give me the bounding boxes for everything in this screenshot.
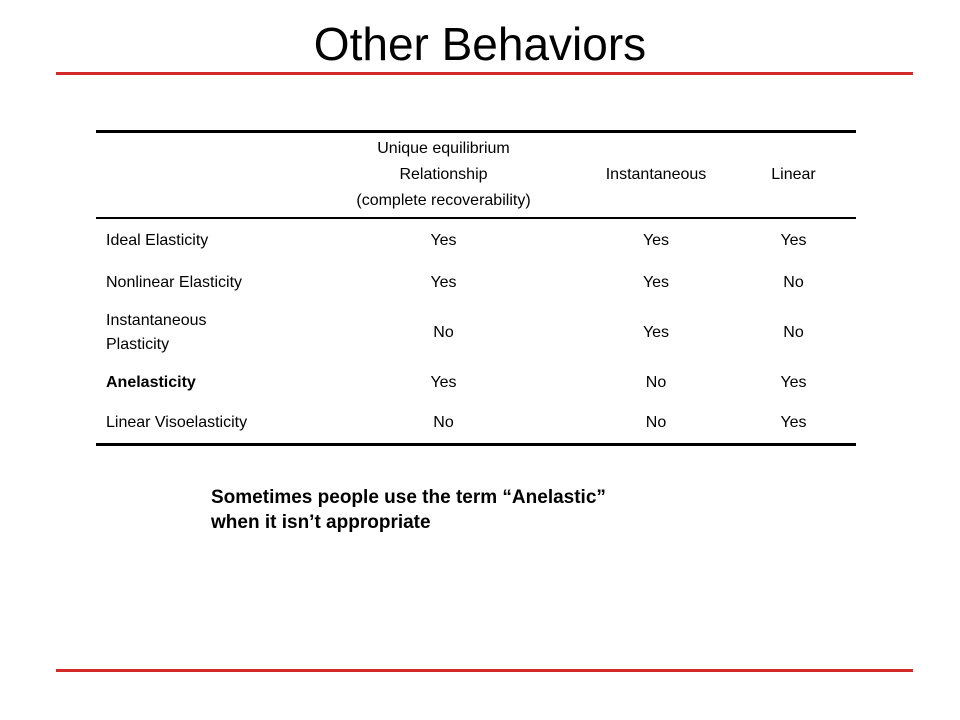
- cell-instantaneous: Yes: [642, 274, 670, 291]
- cell-unique: Yes: [430, 232, 457, 249]
- row-label: Ideal Elasticity: [106, 232, 209, 249]
- header-instantaneous: Instantaneous: [605, 166, 707, 183]
- slide-title: Other Behaviors: [313, 18, 647, 70]
- cell-instantaneous: Yes: [642, 324, 670, 341]
- cell-linear: Yes: [780, 232, 807, 249]
- cell-instantaneous: No: [645, 374, 667, 391]
- header-linear: Linear: [771, 166, 816, 183]
- behaviors-table-container: [96, 130, 856, 446]
- note-line-1: Sometimes people use the term “Anelastic”: [211, 487, 606, 508]
- row-label: Linear Visoelasticity: [106, 414, 248, 431]
- table-row: [96, 303, 856, 363]
- header-empty-cell: [96, 132, 306, 219]
- cell-linear: No: [783, 324, 804, 341]
- note-line-2: when it isn’t appropriate: [211, 512, 431, 533]
- row-label: Nonlinear Elasticity: [106, 274, 243, 291]
- cell-linear: Yes: [780, 374, 807, 391]
- table-row: [96, 403, 856, 445]
- top-divider: [56, 72, 913, 75]
- table-header-row: [96, 132, 856, 219]
- row-label-line-1: Instantaneous: [106, 312, 207, 329]
- header-unique-line-1: Unique equilibrium: [377, 140, 510, 157]
- table-row: [96, 363, 856, 403]
- cell-linear: No: [783, 274, 804, 291]
- cell-instantaneous: Yes: [642, 232, 670, 249]
- table-row: [96, 218, 856, 263]
- behaviors-table: [96, 130, 856, 446]
- header-unique-line-2: Relationship: [399, 166, 488, 183]
- header-unique-line-3: (complete recoverability): [356, 192, 531, 209]
- cell-unique: Yes: [430, 374, 457, 391]
- cell-unique: Yes: [430, 274, 457, 291]
- row-label: Anelasticity: [106, 374, 196, 391]
- cell-unique: No: [433, 414, 454, 431]
- row-label: [96, 303, 306, 363]
- anelastic-note: [211, 485, 606, 535]
- header-unique-equilibrium: [306, 132, 581, 219]
- cell-linear: Yes: [780, 414, 807, 431]
- cell-instantaneous: No: [645, 414, 667, 431]
- cell-unique: No: [433, 324, 454, 341]
- table-row: [96, 263, 856, 303]
- row-label-line-2: Plasticity: [106, 336, 170, 353]
- bottom-divider: [56, 669, 913, 672]
